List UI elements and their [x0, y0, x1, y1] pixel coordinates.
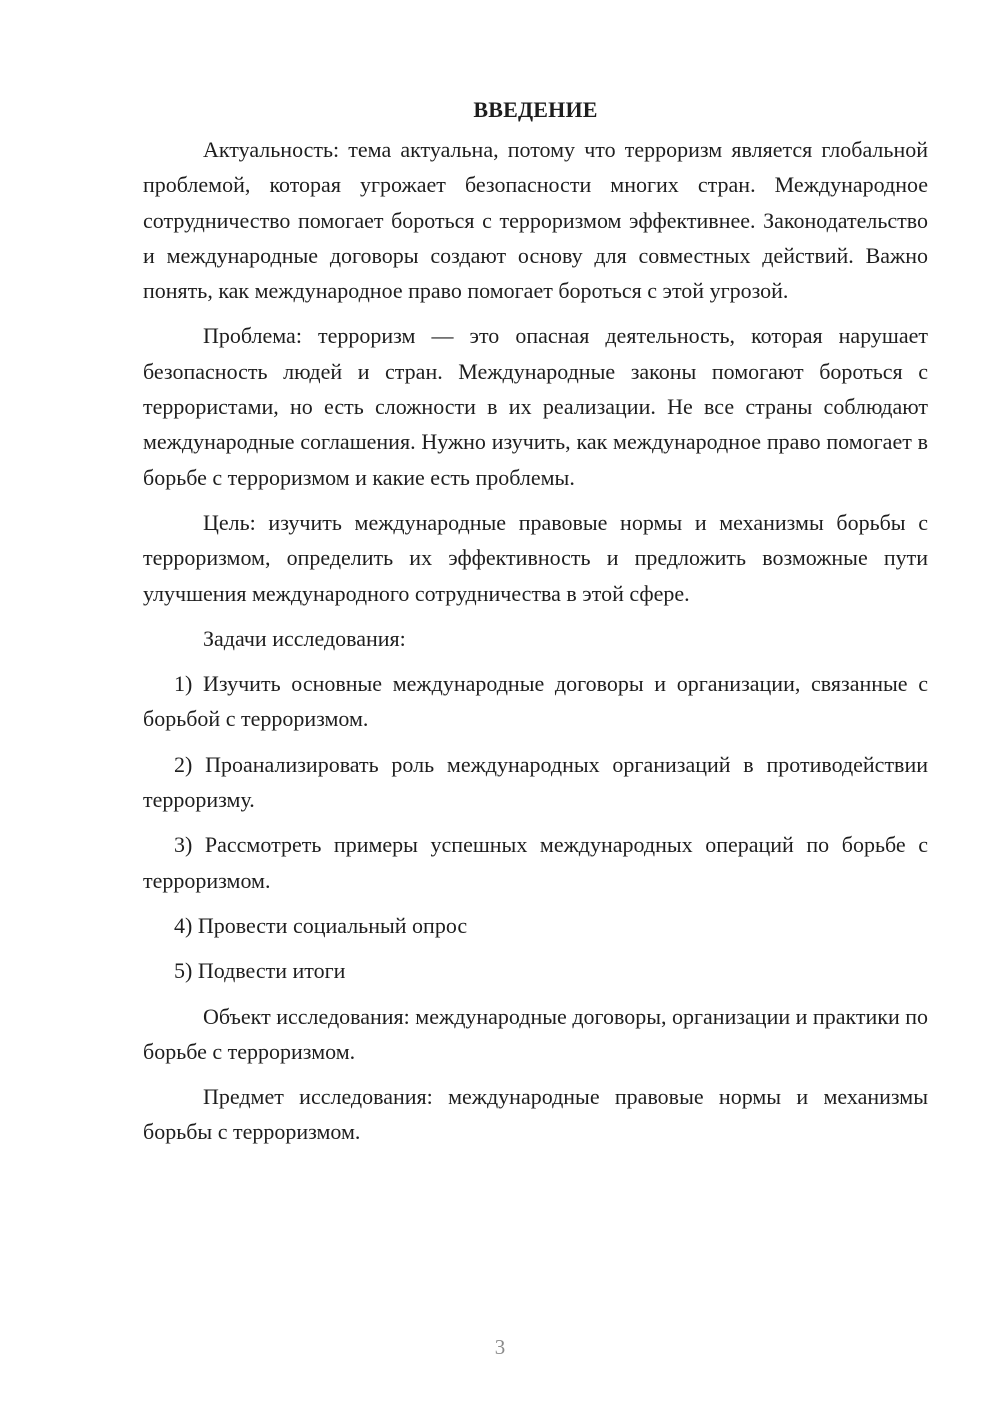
goal-paragraph: Цель: изучить международные правовые нормы и механизмы борьбы с терроризмом, определить их эффективность и предложить возможные пути улучшения международного сотрудничества в этой сфере. — [143, 509, 928, 606]
task-item-2: 2) Проанализировать роль международных организаций в противодействии терроризму. — [143, 751, 928, 813]
page-number: 3 — [494, 1335, 506, 1359]
object-paragraph: Объект исследования: международные договоры, организации и практики по борьбе с терроризмом. — [143, 1003, 928, 1064]
page-title: ВВЕДЕНИЕ — [473, 97, 598, 122]
page-content — [143, 92, 928, 1160]
task-item-1: 1) Изучить основные международные договоры и организации, связанные с борьбой с терроризмом. — [143, 671, 928, 732]
task-item-5: 5) Подвести итоги — [174, 958, 346, 984]
task-item-4: 4) Провести социальный опрос — [174, 912, 468, 938]
problem-paragraph: Проблема: терроризм — это опасная деятельность, которая нарушает безопасность людей и стран. Международные законы помогают бороться с террористами, но есть сложности в их реализации. Не все страны соблюдают международные соглашения. Нужно изучить, как международное право помогает в борьбе с терроризмом и какие есть проблемы. — [143, 323, 928, 490]
task-item-3: 3) Рассмотреть примеры успешных международных операций по борьбе с терроризмом. — [143, 832, 928, 893]
subject-paragraph: Предмет исследования: международные правовые нормы и механизмы борьбы с терроризмом. — [143, 1084, 928, 1145]
relevance-paragraph: Актуальность: тема актуальна, потому что терроризм является глобальной проблемой, которая угрожает безопасности многих стран. Международное сотрудничество помогает бороться с терроризмом эффективнее. Законодательство и международные договоры создают основу для совместных действий. Важно понять, как международное право помогает бороться с этой угрозой. — [143, 137, 928, 304]
tasks-heading: Задачи исследования: — [203, 625, 406, 651]
